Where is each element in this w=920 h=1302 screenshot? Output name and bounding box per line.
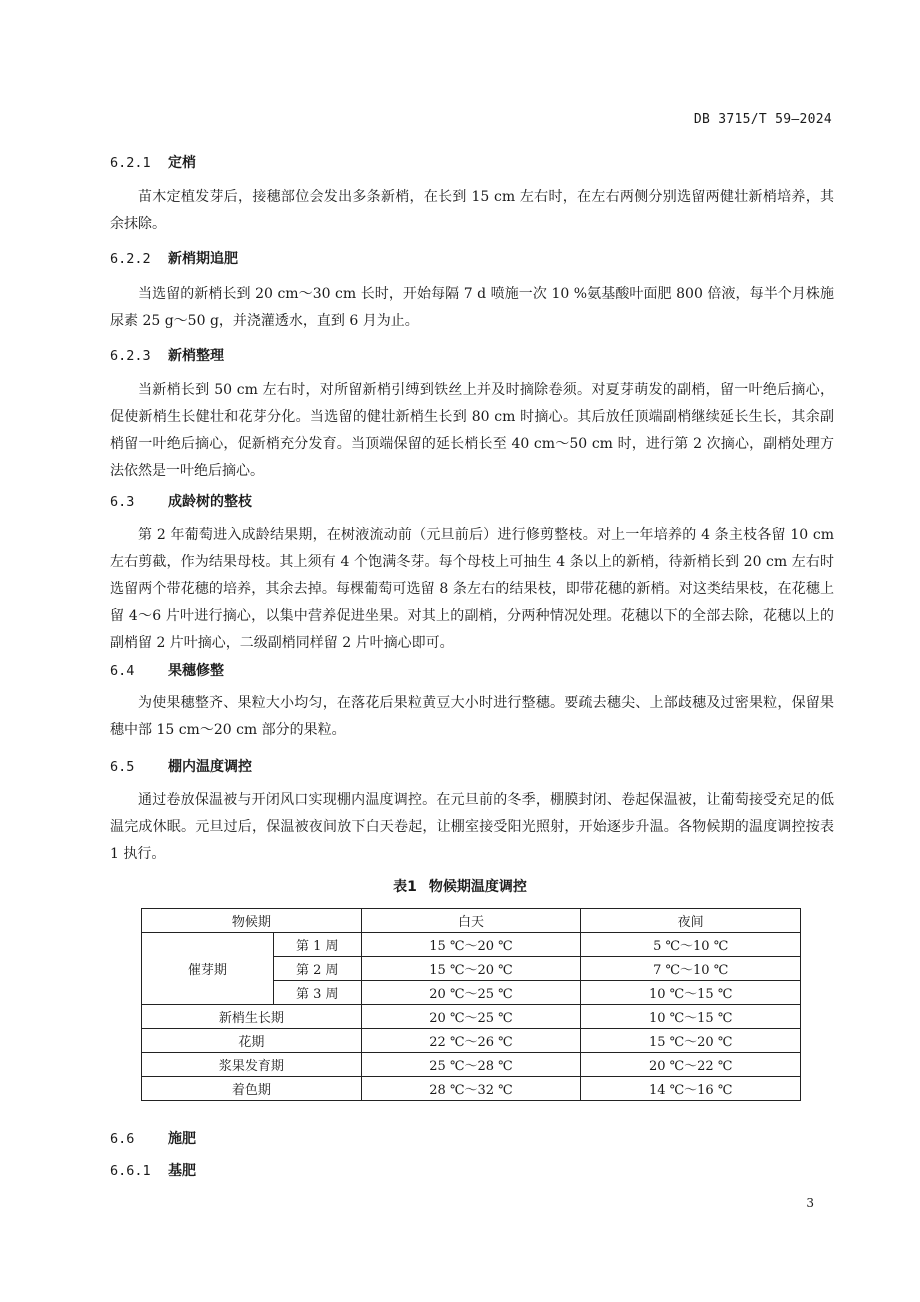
section-heading [110, 1128, 196, 1148]
page-number: 3 [806, 1196, 814, 1210]
day-temp: 20 ℃～25 ℃ [361, 981, 581, 1005]
header-phase: 物候期 [142, 909, 362, 933]
phase-label: 花期 [142, 1029, 362, 1053]
paragraph: 苗木定植发芽后，接穗部位会发出多条新梢，在长到 15 cm 左右时，在左右两侧分别选留两健壮新梢培养，其余抹除。 [110, 189, 834, 232]
document-code: DB 3715/T 59—2024 [693, 112, 832, 127]
section-title: 新梢期追肥 [168, 251, 238, 267]
paragraph: 第 2 年葡萄进入成龄结果期，在树液流动前（元旦前后）进行修剪整枝。对上一年培养的 4 条主枝各留 10 cm 左右剪截，作为结果母枝。其上须有 4 个饱满冬芽。每个母枝上可抽生 4 条以上的新梢，待新梢长到 20 cm 左右时选留两个带花穗的培养，其余去掉。每棵葡萄可选留 8 条左右的结果枝，即带花穗的新梢。对这类结果枝，在花穗上留 4～6 片叶进行摘心，以集中营养促进坐果。对其上的副梢，分两种情况处理。花穗以下的全部去除，花穗以上的副梢留 2 片叶摘心，二级副梢同样留 2 片叶摘心即可。 [110, 527, 834, 651]
section-number: 6.6.1 [110, 1163, 151, 1179]
night-temp: 10 ℃～15 ℃ [581, 1005, 801, 1029]
section-title: 棚内温度调控 [168, 759, 252, 775]
section-heading [110, 756, 252, 776]
night-temp: 15 ℃～20 ℃ [581, 1029, 801, 1053]
section-title: 新梢整理 [168, 348, 224, 364]
table-row [142, 1029, 801, 1053]
header-night: 夜间 [581, 909, 801, 933]
day-temp: 28 ℃～32 ℃ [361, 1077, 581, 1101]
week-label: 第 2 周 [273, 957, 361, 981]
section-number: 6.5 [110, 759, 135, 775]
day-temp: 22 ℃～26 ℃ [361, 1029, 581, 1053]
day-temp: 15 ℃～20 ℃ [361, 933, 581, 957]
section-number: 6.2.3 [110, 348, 151, 364]
section-number: 6.4 [110, 663, 135, 679]
night-temp: 7 ℃～10 ℃ [581, 957, 801, 981]
week-label: 第 1 周 [273, 933, 361, 957]
table-row [142, 1077, 801, 1101]
table-caption-number: 表1 [393, 879, 417, 895]
section-number: 6.3 [110, 494, 135, 510]
table-row [142, 1005, 801, 1029]
section-title: 定梢 [168, 155, 196, 171]
section-number: 6.2.2 [110, 251, 151, 267]
week-label: 第 3 周 [273, 981, 361, 1005]
header-day: 白天 [361, 909, 581, 933]
section-number: 6.2.1 [110, 155, 151, 171]
germination-phase-label: 催芽期 [142, 933, 274, 1005]
section-heading [110, 491, 252, 511]
table-row [142, 933, 801, 957]
day-temp: 15 ℃～20 ℃ [361, 957, 581, 981]
section-number: 6.6 [110, 1131, 135, 1147]
section-heading [110, 248, 238, 268]
table-row [142, 1053, 801, 1077]
temperature-table [141, 908, 801, 1101]
night-temp: 20 ℃～22 ℃ [581, 1053, 801, 1077]
table-caption [0, 876, 920, 896]
paragraph: 当新梢长到 50 cm 左右时，对所留新梢引缚到铁丝上并及时摘除卷须。对夏芽萌发的副梢，留一叶绝后摘心，促使新梢生长健壮和花芽分化。当选留的健壮新梢生长到 80 cm 时摘心。其后放任顶端副梢继续延长生长，其余副梢留一叶绝后摘心，促新梢充分发育。当顶端保留的延长梢长至 40 cm～50 cm 时，进行第 2 次摘心，副梢处理方法依然是一叶绝后摘心。 [110, 382, 834, 479]
section-title: 成龄树的整枝 [168, 494, 252, 510]
section-title: 果穗修整 [168, 663, 224, 679]
night-temp: 5 ℃～10 ℃ [581, 933, 801, 957]
section-title: 基肥 [168, 1163, 196, 1179]
table-caption-title: 物候期温度调控 [428, 879, 527, 895]
paragraph: 通过卷放保温被与开闭风口实现棚内温度调控。在元旦前的冬季，棚膜封闭、卷起保温被，让葡萄接受充足的低温完成休眠。元旦过后，保温被夜间放下白天卷起，让棚室接受阳光照射，开始逐步升温。各物候期的温度调控按表 1 执行。 [110, 792, 834, 862]
table-header-row [142, 909, 801, 933]
night-temp: 10 ℃～15 ℃ [581, 981, 801, 1005]
section-title: 施肥 [168, 1131, 196, 1147]
phase-label: 着色期 [142, 1077, 362, 1101]
phase-label: 浆果发育期 [142, 1053, 362, 1077]
phase-label: 新梢生长期 [142, 1005, 362, 1029]
paragraph: 为使果穗整齐、果粒大小均匀，在落花后果粒黄豆大小时进行整穗。要疏去穗尖、上部歧穗及过密果粒，保留果穗中部 15 cm～20 cm 部分的果粒。 [110, 695, 834, 738]
section-heading [110, 152, 196, 172]
section-heading [110, 1160, 196, 1180]
day-temp: 20 ℃～25 ℃ [361, 1005, 581, 1029]
section-heading [110, 345, 224, 365]
paragraph: 当选留的新梢长到 20 cm～30 cm 长时，开始每隔 7 d 喷施一次 10 %氨基酸叶面肥 800 倍液，每半个月株施尿素 25 g～50 g，并浇灌透水，直到 6 月为止。 [110, 286, 834, 329]
night-temp: 14 ℃～16 ℃ [581, 1077, 801, 1101]
section-heading [110, 660, 224, 680]
day-temp: 25 ℃～28 ℃ [361, 1053, 581, 1077]
